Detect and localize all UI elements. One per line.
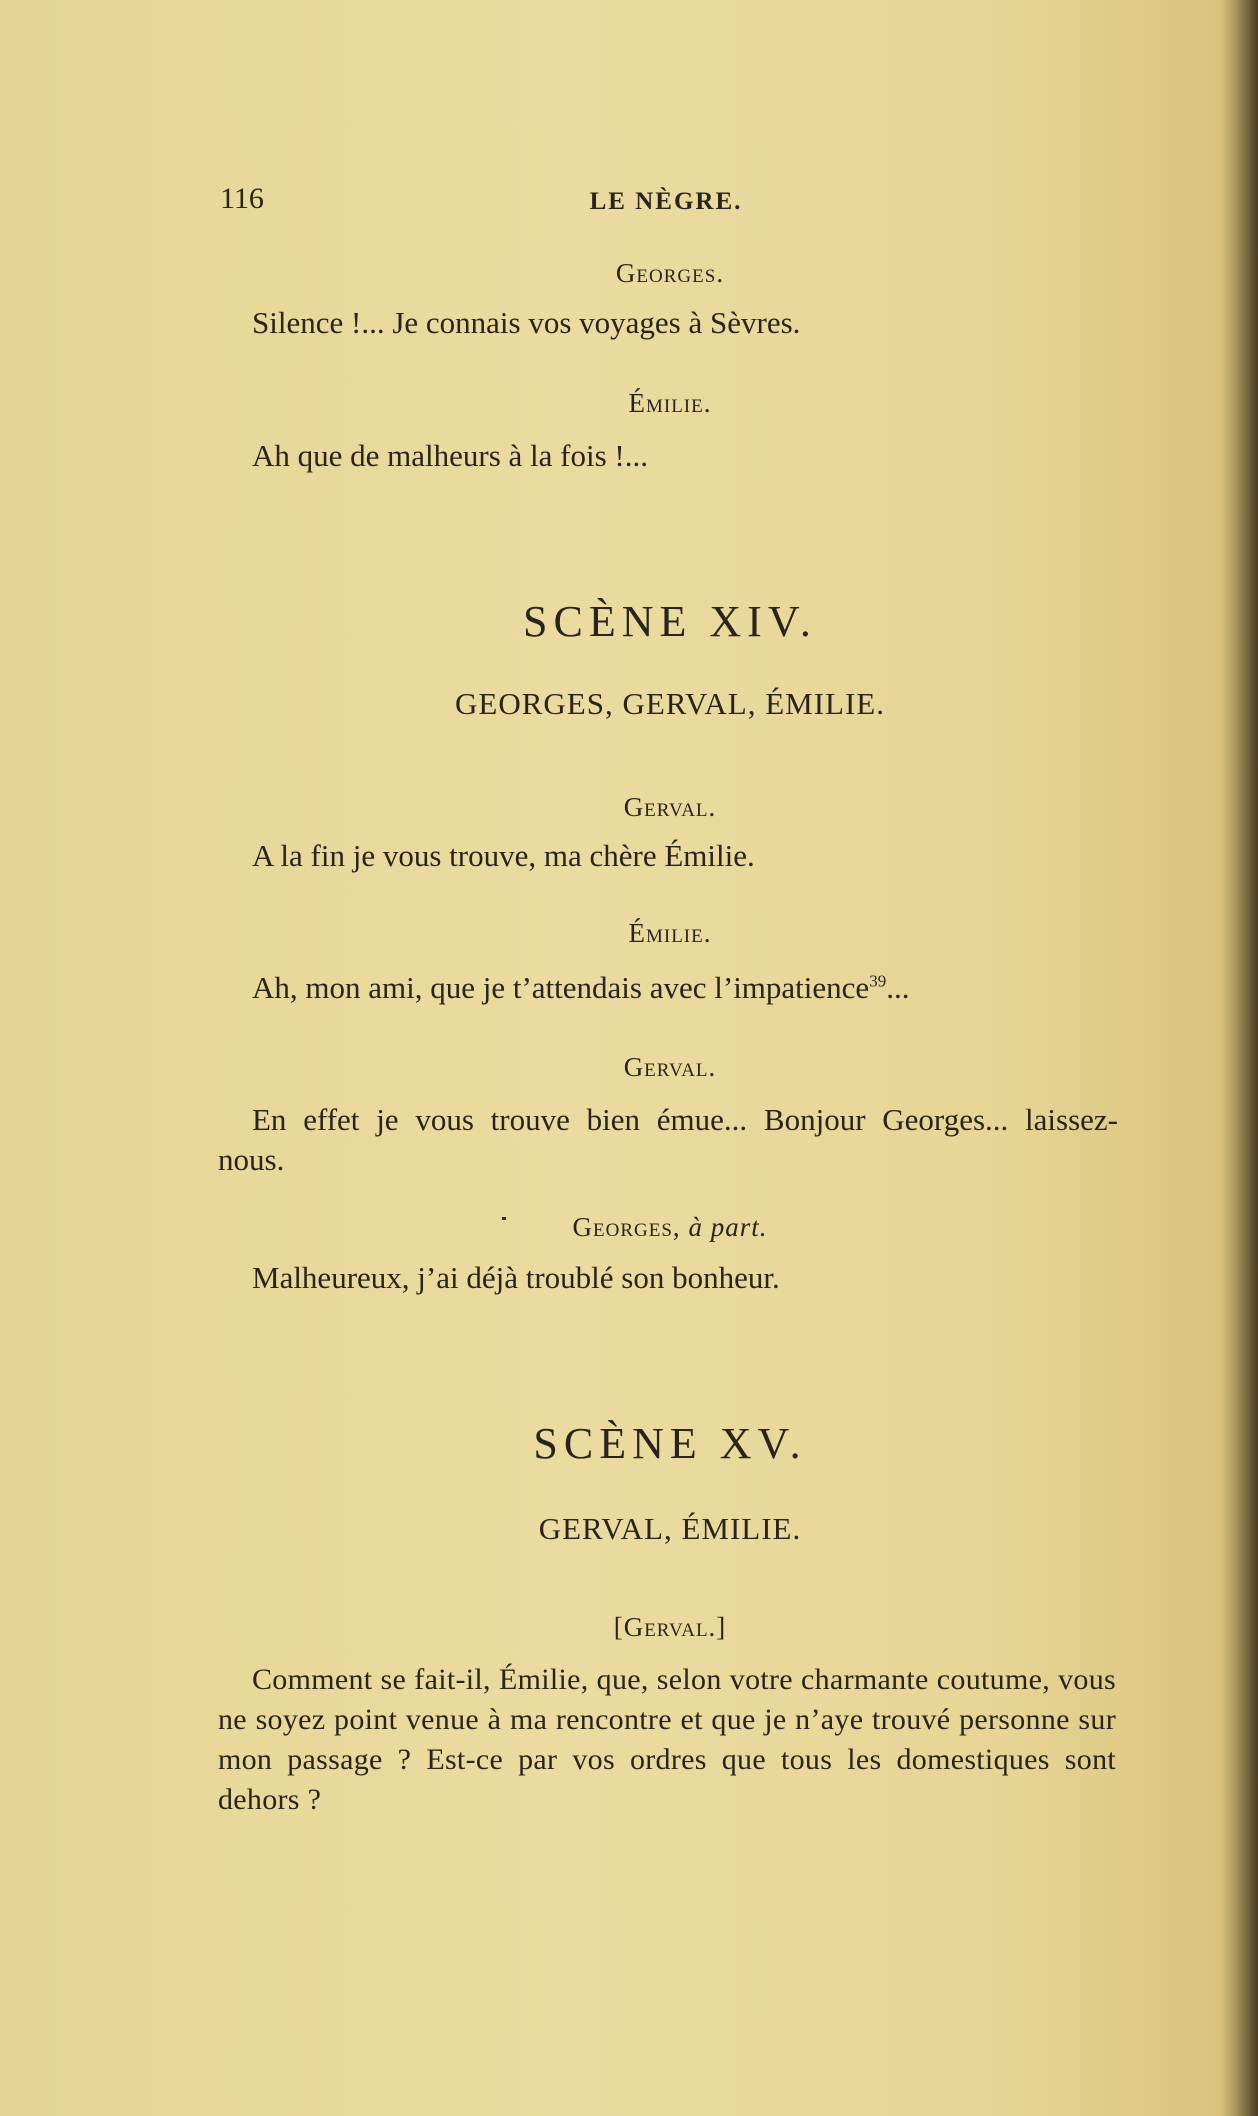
running-head: LE NÈGRE. bbox=[589, 188, 743, 215]
footnote-marker[interactable]: 39 bbox=[869, 971, 887, 991]
scene-title: SCÈNE XIV. bbox=[523, 597, 817, 646]
dialogue-line: Ah, mon ami, que je t’attendais avec l’impatience$^{39}$... bbox=[252, 970, 910, 1005]
speaker-gerval: Gerval. bbox=[623, 1052, 717, 1082]
speaker-gerval-bracketed: [Gerval.] bbox=[613, 1612, 727, 1642]
speaker-georges: Georges. bbox=[615, 258, 725, 288]
page-number: 116 bbox=[220, 182, 264, 215]
page-edge-shadow bbox=[1236, 0, 1258, 2116]
dialogue-line: Malheureux, j’ai déjà troublé son bonheur. bbox=[252, 1260, 780, 1295]
speaker-emilie: Émilie. bbox=[628, 388, 712, 418]
speaker-georges-aside: Georges, à part. bbox=[572, 1212, 768, 1242]
scene-cast: GEORGES, GERVAL, ÉMILIE. bbox=[455, 686, 885, 721]
dialogue-line: A la fin je vous trouve, ma chère Émilie. bbox=[252, 838, 755, 873]
dialogue-paragraph: Comment se fait-il, Émilie, que, selon votre charmante coutume, vous ne soyez point venue à ma rencontre et que je n’aye trouvé personne sur mon passage ? Est-ce par vos ordres que tous les domestiques sont dehors ? bbox=[218, 1663, 1116, 1816]
dialogue-line: En effet je vous trouve bien émue... Bonjour Georges... laissez- bbox=[252, 1102, 1118, 1137]
dialogue-line-continued: nous. bbox=[218, 1142, 285, 1177]
dialogue-line: Ah que de malheurs à la fois !... bbox=[252, 438, 648, 473]
stage-direction: à part. bbox=[688, 1212, 768, 1242]
speaker-emilie: Émilie. bbox=[628, 918, 712, 948]
dialogue-line: Silence !... Je connais vos voyages à Sèvres. bbox=[252, 305, 801, 340]
scene-title: SCÈNE XV. bbox=[533, 1419, 807, 1468]
scene-cast: GERVAL, ÉMILIE. bbox=[538, 1511, 802, 1546]
speaker-gerval: Gerval. bbox=[623, 792, 717, 822]
